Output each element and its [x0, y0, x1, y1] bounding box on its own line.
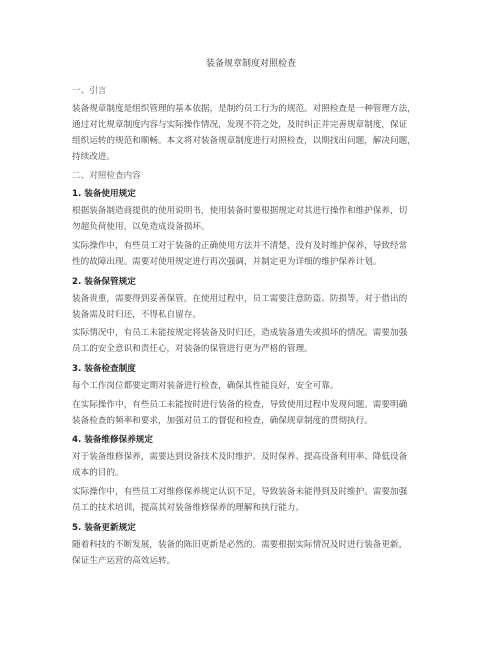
subheading-usage: 1. 装备使用规定: [72, 189, 136, 199]
document-title: 装备规章制度对照检查: [205, 59, 296, 69]
text-line: 组织运转的规范和顺畅。本文将对装备规章制度进行对照检查，以期找出问题，解决问题，: [72, 136, 416, 146]
text-line: 实际操作中，有些员工对于装备的正确使用方法并不清楚，没有及时维护保养，导致经常: [72, 241, 408, 251]
text-line: 实际操作中，有些员工对维修保养规定认识不足，导致装备未能得到及时维护。需要加强: [72, 487, 408, 497]
text-line: 对于装备维修保养，需要达到设备技术及时维护、及时保养、提高设备利用率、降低设备: [72, 452, 408, 462]
text-line: 实际情况中，有员工未能按规定将装备及时归还，造成装备遗失或损坏的情况。需要加强: [72, 328, 408, 338]
paragraph: [72, 484, 440, 516]
text-line: 持续改进。: [72, 152, 115, 162]
text-line: 每个工作岗位都要定期对装备进行检查，确保其性能良好，安全可靠。: [72, 381, 339, 391]
paragraph: [72, 325, 440, 357]
paragraph: [72, 397, 440, 429]
text-line: 随着科技的不断发展，装备的陈旧更新是必然的。需要根据实际情况及时进行装备更新，: [72, 540, 408, 550]
intro-paragraph: [72, 101, 440, 165]
text-line: 在实际操作中，有些员工未能按时进行装备的检查，导致使用过程中发现问题。需要明确: [72, 400, 408, 410]
paragraph: [72, 449, 440, 481]
text-line: 勿超负荷使用，以免造成设备损坏。: [72, 222, 210, 232]
section-heading-contents: 二、对照检查内容: [72, 171, 141, 181]
subheading-inspection: 3. 装备检查制度: [72, 364, 136, 374]
subheading-maintenance: 4. 装备维修保养规定: [72, 435, 153, 445]
text-line: 装备检查的频率和要求，加强对员工的督促和检查，确保规章制度的贯彻执行。: [72, 416, 373, 426]
text-line: 通过对比规章制度内容与实际操作情况，发现不符之处，及时纠正并完善规章制度，保证: [72, 120, 408, 130]
text-line: 员工的安全意识和责任心，对装备的保管进行更为严格的管理。: [72, 344, 313, 354]
paragraph: [72, 537, 440, 569]
paragraph: [72, 378, 440, 394]
subheading-storage: 2. 装备保管规定: [72, 277, 136, 287]
text-line: 装备规章制度是组织管理的基本依据，是制约员工行为的规范。对照检查是一种管理方法，: [72, 104, 416, 114]
section-heading-intro: 一、引言: [72, 86, 107, 96]
text-line: 保证生产运营的高效运转。: [72, 556, 176, 566]
text-line: 根据装备制造商提供的使用说明书，使用装备时要根据规定对其进行操作和维护保养，切: [72, 206, 408, 216]
text-line: 装备需及时归还，不得私自留存。: [72, 310, 201, 320]
subheading-update: 5. 装备更新规定: [72, 523, 136, 533]
paragraph: [72, 291, 440, 323]
text-line: 成本的目的。: [72, 468, 124, 478]
paragraph: [72, 238, 440, 270]
paragraph: [72, 203, 440, 235]
text-line: 性的故障出现。需要对使用规定进行再次强调，并制定更为详细的维护保养计划。: [72, 257, 382, 267]
text-line: 装备贵重，需要得到妥善保管。在使用过程中，员工需要注意防盗、防损等，对于借出的: [72, 294, 408, 304]
text-line: 员工的技术培训，提高其对装备维修保养的理解和执行能力。: [72, 503, 305, 513]
